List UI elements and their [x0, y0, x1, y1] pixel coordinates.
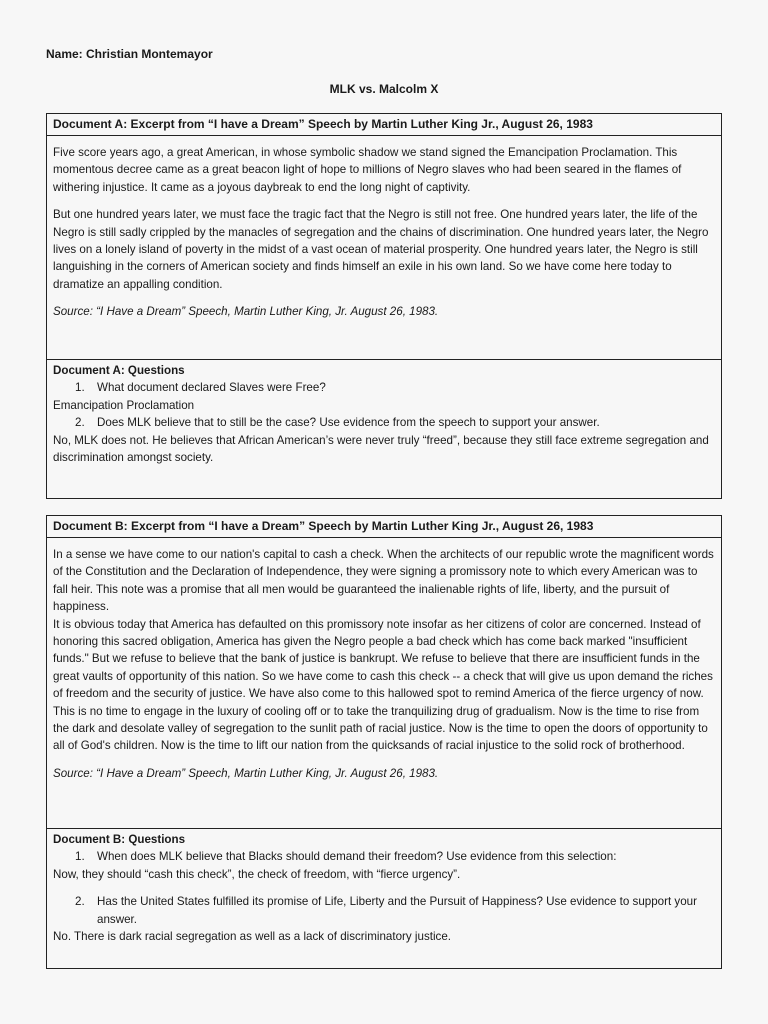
document-a-question-2: [53, 414, 715, 431]
document-a-answer-1: Emancipation Proclamation: [53, 398, 195, 412]
document-a-paragraph-1: Five score years ago, a great American, in whose symbolic shadow we stand signed the Emancipation Proclamation. This momentous decree came as a great beacon light of hope to millions of Negro slaves who had been seared in the flames of withering injustice. It came as a joyous daybreak to end the long night of captivity.: [53, 146, 682, 194]
question-text: When does MLK believe that Blacks should demand their freedom? Use evidence from this selection:: [97, 850, 617, 864]
question-number: 2.: [75, 895, 85, 909]
document-b-source: Source: “I Have a Dream” Speech, Martin Luther King, Jr. August 26, 1983.: [53, 766, 439, 780]
question-number: 1.: [75, 381, 85, 395]
document-b-question-1: [53, 848, 715, 865]
document-a-answer-2: No, MLK does not. He believes that African American’s were never truly “freed”, because they still face extreme segregation and discrimination amongst society.: [53, 433, 709, 465]
document-b-questions-box: [46, 828, 722, 969]
document-b-text: [47, 538, 721, 782]
question-text: What document declared Slaves were Free?: [97, 381, 326, 395]
document-b-questions-heading: Document B: Questions: [53, 833, 186, 846]
question-number: 2.: [75, 416, 85, 430]
document-b-answer-2: No. There is dark racial segregation as well as a lack of discriminatory justice.: [53, 930, 452, 944]
document-b-box: [46, 515, 722, 829]
document-a-text: [47, 136, 721, 321]
question-text: Has the United States fulfilled its promise of Life, Liberty and the Pursuit of Happiness? Use evidence to support your answer.: [97, 895, 697, 926]
document-a-heading: Document A: Excerpt from “I have a Dream” Speech by Martin Luther King Jr., August 26, 1983: [47, 114, 721, 136]
document-b-question-2: [53, 893, 715, 928]
document-a-paragraph-2: But one hundred years later, we must face the tragic fact that the Negro is still not free. One hundred years later, the life of the Negro is still sadly crippled by the manacles of segregation and the chains of discrimination. One hundred years later, the Negro lives on a lonely island of poverty in the midst of a vast ocean of material prosperity. One hundred years later, the Negro is still languishing in the corners of American society and finds himself an exile in his own land. So we have come here today to dramatize an appalling condition.: [53, 208, 709, 291]
student-name: Name: Christian Montemayor: [46, 47, 213, 61]
document-a-box: [46, 113, 722, 360]
document-b-paragraph-2: It is obvious today that America has defaulted on this promissory note insofar as her citizens of color are concerned. Instead of honoring this sacred obligation, America has given the Negro people a bad check which has come back marked "insufficient funds." But we refuse to believe that the bank of justice is bankrupt. We refuse to believe that there are insufficient funds in the great vaults of opportunity of this nation. So we have come to cash this check -- a check that will give us upon demand the riches of freedom and the security of justice. We have also come to this hallowed spot to remind America of the fierce urgency of now. This is no time to engage in the luxury of cooling off or to take the tranquilizing drug of gradualism. Now is the time to rise from the dark and desolate valley of segregation to the sunlit path of racial justice. Now is the time to open the doors of opportunity to all of God's children. Now is the time to lift our nation from the quicksands of racial injustice to the solid rock of brotherhood.: [53, 617, 713, 753]
document-a-questions-box: [46, 359, 722, 499]
document-b-paragraph-1: In a sense we have come to our nation's capital to cash a check. When the architects of our republic wrote the magnificent words of the Constitution and the Declaration of Independence, they were signing a promissory note to which every American was to fall heir. This note was a promise that all men would be guaranteed the inalienable rights of life, liberty, and the pursuit of happiness.: [53, 548, 714, 614]
document-a-source: Source: “I Have a Dream” Speech, Martin Luther King, Jr. August 26, 1983.: [53, 305, 439, 319]
document-a-question-1: [53, 379, 715, 396]
document-b-heading: Document B: Excerpt from “I have a Dream” Speech by Martin Luther King Jr., August 26, 1983: [47, 516, 721, 538]
question-number: 1.: [75, 850, 85, 864]
document-a-questions-heading: Document A: Questions: [53, 364, 185, 377]
document-b-answer-1: Now, they should “cash this check”, the check of freedom, with “fierce urgency”.: [53, 867, 461, 881]
question-text: Does MLK believe that to still be the case? Use evidence from the speech to support your answer.: [97, 416, 600, 430]
page-title: MLK vs. Malcolm X: [329, 82, 439, 96]
